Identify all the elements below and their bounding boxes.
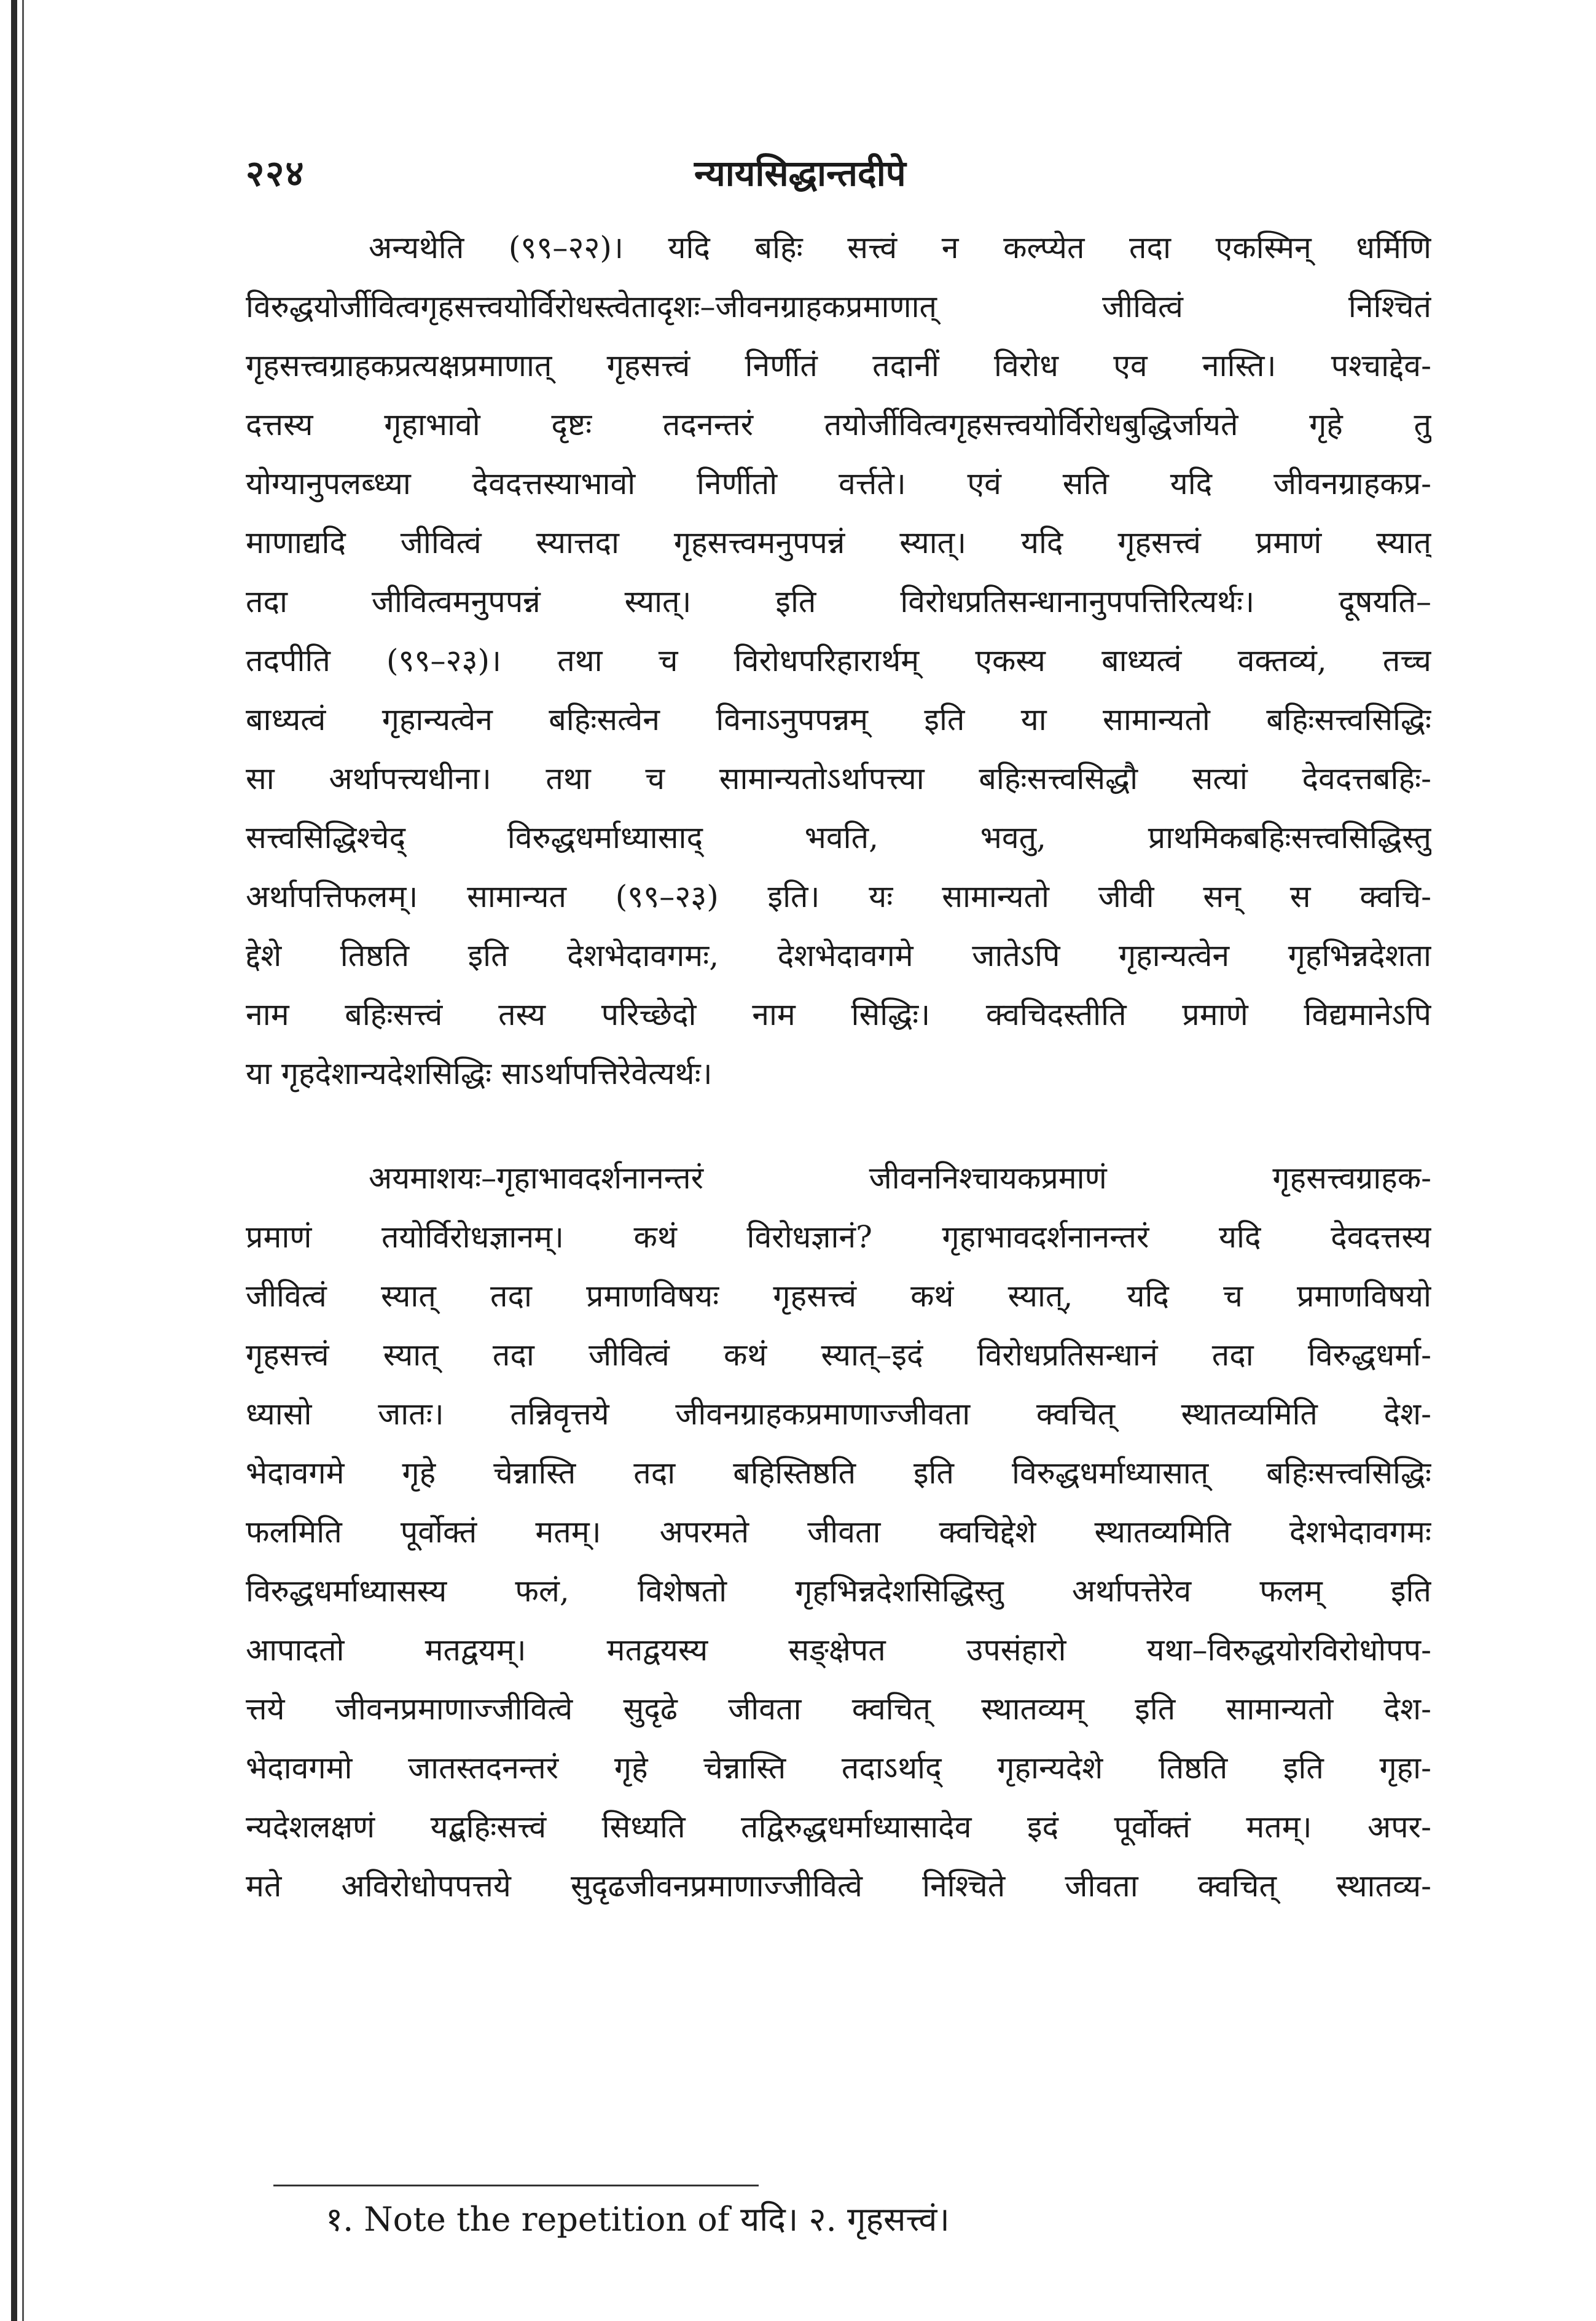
text-line: या गृहदेशान्यदेशसिद्धिः साऽर्थापत्तिरेवेत्यर्थः।: [246, 1056, 713, 1091]
paragraph-gap: [246, 1103, 1431, 1149]
text-line: सत्त्वसिद्धिश्चेद् विरुद्धधर्माध्यासाद् भवति, भवतु, प्राथमिकबहिःसत्त्वसिद्धिस्तु: [246, 820, 1431, 855]
text-line: मते अविरोधोपपत्तये सुदृढजीवनप्रमाणाज्जीवित्वे निश्चिते जीवता क्वचित् स्थातव्य-: [246, 1868, 1431, 1904]
text-line: तदपीति (९९–२३)। तथा च विरोधपरिहारार्थम् एकस्य बाध्यत्वं वक्तव्यं, तच्च: [246, 643, 1431, 678]
text-line: नाम बहिःसत्त्वं तस्य परिच्छेदो नाम सिद्धिः। क्वचिदस्तीति प्रमाणे विद्यमानेऽपि: [246, 997, 1431, 1032]
binding-edge-line: [22, 0, 24, 2321]
binding-edge: [11, 0, 17, 2321]
text-line: माणाद्यदि जीवित्वं स्यात्तदा गृहसत्त्वमनुपपन्नं स्यात्। यदि गृहसत्त्वं प्रमाणं स्यात्: [246, 525, 1431, 560]
text-line: तदा जीवित्वमनुपपन्नं स्यात्। इति विरोधप्रतिसन्धानानुपपत्तिरित्यर्थः। दूषयति–: [246, 584, 1431, 619]
text-line: अन्यथेति (९९–२२)। यदि बहिः सत्त्वं न कल्प्येत तदा एकस्मिन् धर्मिणि: [369, 230, 1431, 265]
running-title: न्यायसिद्धान्तदीपे: [694, 152, 906, 194]
text-line: गृहसत्त्वग्राहकप्रत्यक्षप्रमाणात् गृहसत्त्वं निर्णीतं तदानीं विरोध एव नास्ति। पश्चाद्देव-: [246, 348, 1431, 383]
body-text: [246, 218, 1431, 1915]
footnote: १. Note the repetition of यदि। २. गृहसत्त्वं।: [326, 2200, 950, 2239]
text-line: भेदावगमो जातस्तदनन्तरं गृहे चेन्नास्ति तदाऽर्थाद् गृहान्यदेशे तिष्ठति इति गृहा-: [246, 1750, 1431, 1786]
text-line: सा अर्थापत्त्यधीना। तथा च सामान्यतोऽर्थापत्त्या बहिःसत्त्वसिद्धौ सत्यां देवदत्तबहिः-: [246, 761, 1431, 796]
text-line: विरुद्धयोर्जीवित्वगृहसत्त्वयोर्विरोधस्त्वेतादृशः–जीवनग्राहकप्रमाणात् जीवित्वं निश्चितं: [246, 289, 1431, 324]
text-line: जीवित्वं स्यात् तदा प्रमाणविषयः गृहसत्त्वं कथं स्यात्, यदि च प्रमाणविषयो: [246, 1278, 1431, 1314]
text-line: भेदावगमे गृहे चेन्नास्ति तदा बहिस्तिष्ठति इति विरुद्धधर्माध्यासात् बहिःसत्त्वसिद्धिः: [246, 1455, 1431, 1491]
text-line: बाध्यत्वं गृहान्यत्वेन बहिःसत्वेन विनाऽनुपपन्नम् इति या सामान्यतो बहिःसत्त्वसिद्धिः: [246, 702, 1431, 737]
text-line: गृहसत्त्वं स्यात् तदा जीवित्वं कथं स्यात्–इदं विरोधप्रतिसन्धानं तदा विरुद्धधर्मा-: [246, 1337, 1431, 1373]
text-line: न्यदेशलक्षणं यद्बहिःसत्त्वं सिध्यति तद्विरुद्धधर्माध्यासादेव इदं पूर्वोक्तं मतम्। अपर-: [246, 1809, 1431, 1845]
text-line: अर्थापत्तिफलम्। सामान्यत (९९–२३) इति। यः सामान्यतो जीवी सन् स क्वचि-: [246, 879, 1431, 914]
footnote-rule: [273, 2185, 759, 2186]
text-line: ध्यासो जातः। तन्निवृत्तये जीवनग्राहकप्रमाणाज्जीवता क्वचित् स्थातव्यमिति देश-: [246, 1396, 1431, 1432]
text-line: आपादतो मतद्वयम्। मतद्वयस्य सङ्क्षेपत उपसंहारो यथा–विरुद्धयोरविरोधोपप-: [246, 1632, 1431, 1668]
text-line: योग्यानुपलब्ध्या देवदत्तस्याभावो निर्णीतो वर्त्तते। एवं सति यदि जीवनग्राहकप्र-: [246, 466, 1431, 501]
text-line: विरुद्धधर्माध्यासस्य फलं, विशेषतो गृहभिन्नदेशसिद्धिस्तु अर्थापत्तेरेव फलम् इति: [246, 1573, 1431, 1609]
text-line: त्तये जीवनप्रमाणाज्जीवित्वे सुदृढे जीवता क्वचित् स्थातव्यम् इति सामान्यतो देश-: [246, 1691, 1431, 1727]
paragraph: [246, 218, 1431, 1103]
text-line: अयमाशयः–गृहाभावदर्शनानन्तरं जीवननिश्चायकप्रमाणं गृहसत्त्वग्राहक-: [369, 1160, 1431, 1196]
paragraph: [246, 1149, 1431, 1915]
text-line: द्देशे तिष्ठति इति देशभेदावगमः, देशभेदावगमे जातेऽपि गृहान्यत्वेन गृहभिन्नदेशता: [246, 938, 1431, 973]
text-line: फलमिति पूर्वोक्तं मतम्। अपरमते जीवता क्वचिद्देशे स्थातव्यमिति देशभेदावगमः: [246, 1514, 1431, 1550]
text-line: प्रमाणं तयोर्विरोधज्ञानम्। कथं विरोधज्ञानं? गृहाभावदर्शनानन्तरं यदि देवदत्तस्य: [246, 1219, 1431, 1255]
page-header: [246, 147, 1431, 203]
page-number: २२४: [246, 152, 305, 194]
text-line: दत्तस्य गृहाभावो दृष्टः तदनन्तरं तयोर्जीवित्वगृहसत्त्वयोर्विरोधबुद्धिर्जायते गृहे तु: [246, 407, 1431, 442]
